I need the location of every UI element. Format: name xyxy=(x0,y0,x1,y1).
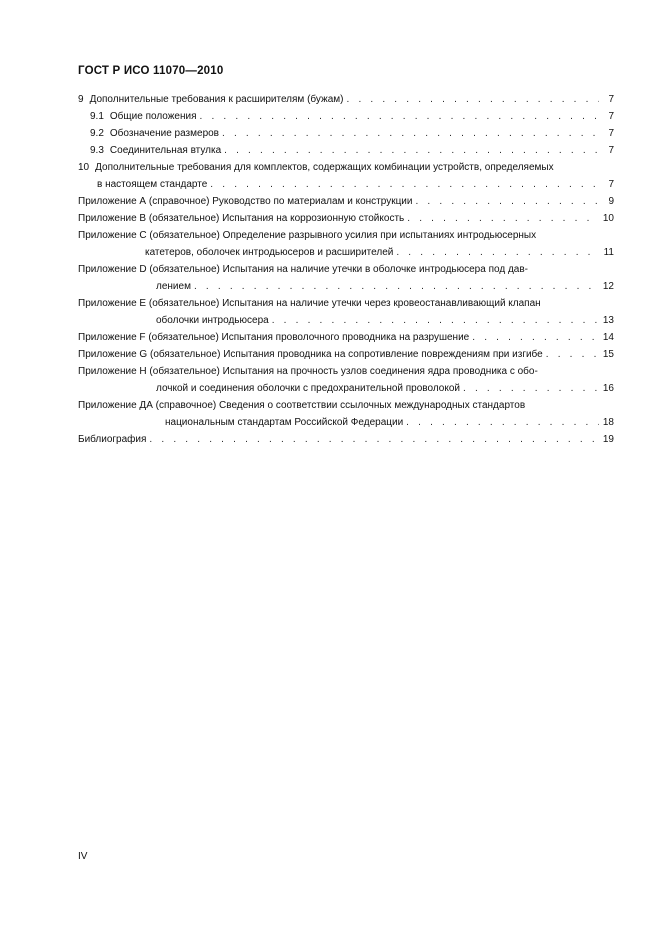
toc-leader-dots xyxy=(546,346,599,363)
toc-entry xyxy=(78,193,614,210)
toc-entry xyxy=(78,108,614,125)
toc-page-number: 7 xyxy=(608,128,614,139)
toc-entry-text xyxy=(78,431,146,448)
toc-entry-text xyxy=(78,363,538,380)
toc-section-number: 10 xyxy=(78,162,90,173)
toc-entry xyxy=(78,159,614,176)
toc-entry-row xyxy=(78,295,614,312)
toc-section-number: 9 xyxy=(78,94,84,105)
toc-entry xyxy=(78,363,614,380)
toc-entry-row xyxy=(78,210,614,227)
toc-leader-dots xyxy=(222,125,599,142)
toc-section-title: Приложение F (обязательное) Испытания проволочного проводника на разрушение xyxy=(78,332,470,343)
toc-page-number: 13 xyxy=(602,315,614,326)
toc-leader-dots xyxy=(463,380,599,397)
toc-leader-dots xyxy=(407,210,599,227)
toc-entry-row xyxy=(78,227,614,244)
toc-section-number: 9.3 xyxy=(90,145,104,156)
toc-section-number: 9.2 xyxy=(90,128,104,139)
toc-section-title: Библиография xyxy=(78,434,147,445)
toc-entry-text xyxy=(90,125,219,142)
toc-page-number: 14 xyxy=(602,332,614,343)
toc-page-number: 18 xyxy=(602,417,614,428)
toc-page-number: 12 xyxy=(602,281,614,292)
toc-entry xyxy=(78,91,614,108)
toc-entry-text xyxy=(156,380,460,397)
toc-entry xyxy=(78,227,614,244)
toc-entry-row xyxy=(78,363,614,380)
toc-page-number: 15 xyxy=(602,349,614,360)
toc-page-number: 9 xyxy=(608,196,614,207)
toc-entry-row xyxy=(78,193,614,210)
toc-entry-row xyxy=(78,346,614,363)
page-number: IV xyxy=(78,851,88,862)
toc-entry xyxy=(78,431,614,448)
toc-section-title: лением xyxy=(156,281,191,292)
toc-entry xyxy=(78,125,614,142)
toc-page-number: 19 xyxy=(602,434,614,445)
toc-section-title: лочкой и соединения оболочки с предохранительной проволокой xyxy=(156,383,460,394)
toc-entry xyxy=(78,380,614,397)
toc-leader-dots xyxy=(406,414,599,431)
toc-entry-text xyxy=(78,261,528,278)
toc-section-title: Приложение Е (обязательное) Испытания на наличие утечки через кровеостанавливающий клапан xyxy=(78,298,541,309)
toc-entry-text xyxy=(78,329,469,346)
document-header: ГОСТ Р ИСО 11070—2010 xyxy=(78,65,224,77)
toc-entry xyxy=(78,278,614,295)
toc-entry xyxy=(78,329,614,346)
toc-entry xyxy=(78,176,614,193)
toc-entry-text xyxy=(156,278,191,295)
toc-entry-row xyxy=(97,176,614,193)
toc-section-title: оболочки интродьюсера xyxy=(156,315,269,326)
toc-entry-row xyxy=(156,278,614,295)
toc-section-title: в настоящем стандарте xyxy=(97,179,208,190)
toc-section-title: катетеров, оболочек интродьюсеров и расширителей xyxy=(145,247,394,258)
toc-section-title: Приложение G (обязательное) Испытания проводника на сопротивление повреждениям при изгибе xyxy=(78,349,543,360)
toc-leader-dots xyxy=(210,176,599,193)
toc-entry-row xyxy=(156,380,614,397)
toc-entry-text xyxy=(78,295,541,312)
toc-section-title: Приложение ДА (справочное) Сведения о соответствии ссылочных международных стандартов xyxy=(78,400,526,411)
toc-section-title: Приложение D (обязательное) Испытания на наличие утечки в оболочке интродьюсера под дав- xyxy=(78,264,528,275)
toc-section-title: национальным стандартам Российской Федерации xyxy=(165,417,404,428)
toc-entry-row xyxy=(145,244,614,261)
toc-entry-text xyxy=(90,108,197,125)
toc-entry-text xyxy=(78,227,536,244)
toc-section-title: Приложение В (обязательное) Испытания на коррозионную стойкость xyxy=(78,213,405,224)
toc-entry-row xyxy=(165,414,614,431)
toc-entry xyxy=(78,397,614,414)
toc-entry-row xyxy=(78,159,614,176)
toc-leader-dots xyxy=(272,312,599,329)
toc-entry-row xyxy=(90,142,614,159)
toc-page-number: 7 xyxy=(608,111,614,122)
toc-section-number: 9.1 xyxy=(90,111,104,122)
toc-page-number: 11 xyxy=(603,247,614,258)
toc-entry-row xyxy=(90,125,614,142)
toc-entry-row xyxy=(78,329,614,346)
toc-entry-row xyxy=(78,397,614,414)
toc-entry-text xyxy=(78,210,404,227)
toc-entry-text xyxy=(145,244,393,261)
toc-entry xyxy=(78,261,614,278)
toc-leader-dots xyxy=(346,91,599,108)
toc-entry-row xyxy=(78,91,614,108)
toc-entry-text xyxy=(78,159,554,176)
toc-section-title: Дополнительные требования к расширителям (бужам) xyxy=(89,94,344,105)
toc-entry-text xyxy=(156,312,269,329)
toc-entry-text xyxy=(165,414,403,431)
toc-section-title: Обозначение размеров xyxy=(109,128,219,139)
toc-section-title: Приложение Н (обязательное) Испытания на прочность узлов соединения ядра проводника с обо- xyxy=(78,366,538,377)
toc-page-number: 10 xyxy=(602,213,614,224)
toc-entry-text xyxy=(90,142,221,159)
toc-section-title: Приложение А (справочное) Руководство по материалам и конструкции xyxy=(78,196,413,207)
toc-section-title: Приложение С (обязательное) Определение разрывного усилия при испытаниях интродьюсерных xyxy=(78,230,537,241)
toc-entry-text xyxy=(78,397,525,414)
toc-leader-dots xyxy=(149,431,599,448)
toc-page-number: 7 xyxy=(608,145,614,156)
toc-entry-row xyxy=(78,261,614,278)
toc-entry-row xyxy=(156,312,614,329)
toc-entry-row xyxy=(90,108,614,125)
toc-entry xyxy=(78,210,614,227)
toc-section-title: Дополнительные требования для комплектов, содержащих комбинации устройств, определяемых xyxy=(95,162,554,173)
toc-page-number: 7 xyxy=(608,179,614,190)
toc-entry-text xyxy=(97,176,207,193)
toc-entry xyxy=(78,295,614,312)
toc-entry xyxy=(78,142,614,159)
toc-leader-dots xyxy=(396,244,599,261)
toc-entry xyxy=(78,346,614,363)
toc-page-number: 16 xyxy=(602,383,614,394)
toc-entry xyxy=(78,244,614,261)
toc-entry-text xyxy=(78,193,412,210)
toc-entry xyxy=(78,414,614,431)
toc-leader-dots xyxy=(472,329,599,346)
toc-leader-dots xyxy=(415,193,599,210)
toc-leader-dots xyxy=(200,108,600,125)
toc-page-number: 7 xyxy=(608,94,614,105)
toc-entry-row xyxy=(78,431,614,448)
toc-entry xyxy=(78,312,614,329)
toc-entry-text xyxy=(78,346,543,363)
toc-leader-dots xyxy=(194,278,599,295)
toc-section-title: Общие положения xyxy=(109,111,197,122)
table-of-contents xyxy=(78,91,614,448)
toc-entry-text xyxy=(78,91,343,108)
toc-leader-dots xyxy=(224,142,599,159)
toc-section-title: Соединительная втулка xyxy=(109,145,222,156)
